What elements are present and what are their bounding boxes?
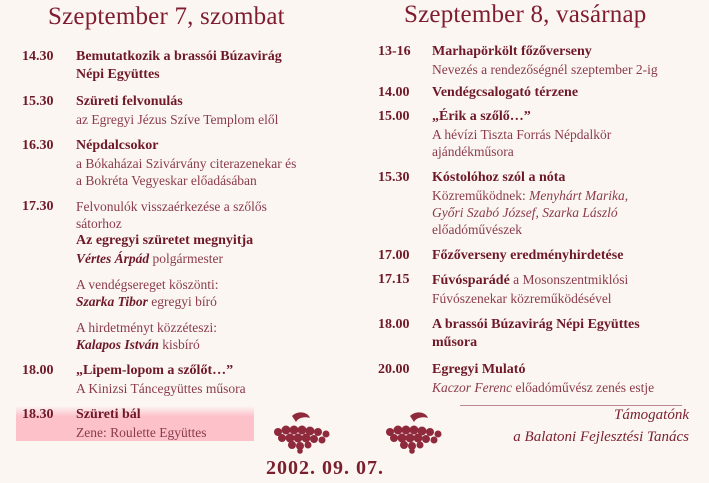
event-1430 <box>22 48 352 84</box>
event-title: „Érik a szőlő…” <box>432 109 531 124</box>
person-name: Kalapos István <box>76 337 159 352</box>
performer-name: Kaczor Ferenc <box>432 380 513 395</box>
event-description: A vendégsereget köszönti: <box>76 277 219 292</box>
performers-label: Közreműködnek: <box>432 188 530 203</box>
event-time: 20.00 <box>378 362 410 377</box>
event-description: sátorhoz <box>76 216 122 231</box>
event-2000 <box>378 361 698 396</box>
divider-line <box>460 405 682 406</box>
event-title: Vendégcsalogató térzene <box>432 85 579 100</box>
event-time: 15.00 <box>378 109 410 124</box>
event-1400 <box>378 84 698 102</box>
event-title: Szüreti felvonulás <box>76 94 183 109</box>
event-time: 18.00 <box>22 363 54 378</box>
event-time: 17.00 <box>378 248 410 263</box>
event-1715 <box>378 271 698 307</box>
event-description: előadóművész zenés estje <box>512 380 655 395</box>
person-role: egregyi bíró <box>147 294 217 309</box>
event-description: Zene: Roulette Együttes <box>76 425 207 440</box>
event-time: 14.30 <box>22 49 54 64</box>
event-title: Fúvósparádé <box>432 273 510 288</box>
event-1630 <box>22 137 352 189</box>
grape-bunch-icon <box>270 410 340 454</box>
person-name: Vértes Árpád <box>76 251 150 266</box>
event-description: Fúvószenekar közreműködésével <box>432 291 612 306</box>
event-title: Az egregyi szüretet megnyitja <box>76 233 254 248</box>
sponsor-label: Támogatónk <box>614 407 689 423</box>
person-role: kisbíró <box>158 337 200 352</box>
event-time: 16.30 <box>22 138 54 153</box>
event-1530 <box>22 93 352 128</box>
event-1800 <box>22 362 352 397</box>
event-1730 <box>22 198 352 353</box>
event-description: Nevezés a rendezőségnél szeptember 2-ig <box>432 62 658 77</box>
event-title: „Lipem-lopom a szőlőt…” <box>76 363 234 378</box>
performer-names: Győri Szabó József, Szarka László <box>432 205 618 220</box>
event-1700 <box>378 247 698 265</box>
event-description: A Kinizsi Táncegyüttes műsora <box>76 381 246 396</box>
event-title: Egregyi Mulató <box>432 362 526 377</box>
event-date: 2002. 09. 07. <box>266 457 384 479</box>
event-title-line: műsora <box>432 335 478 350</box>
event-1500 <box>378 108 698 160</box>
event-description: A hévízi Tiszta Forrás Népdalkör <box>432 127 612 142</box>
event-title-suffix: a Mosonszentmiklósi <box>509 272 629 287</box>
event-time: 13-16 <box>378 44 411 59</box>
event-description: ajándékműsora <box>432 144 514 159</box>
event-title: Kóstolóhoz szól a nóta <box>432 170 566 185</box>
event-description: A hirdetményt közzéteszi: <box>76 320 217 335</box>
event-time: 14.00 <box>378 85 410 100</box>
event-title-line: Bemutatkozik a brassói Búzavirág <box>76 49 282 64</box>
event-time: 15.30 <box>22 94 54 109</box>
event-13-16 <box>378 43 698 78</box>
event-1830 <box>16 406 254 441</box>
day-title-saturday: Szeptember 7, szombat <box>48 3 285 30</box>
event-description: az Egregyi Jézus Szíve Templom elől <box>76 112 279 127</box>
sunday-events <box>378 43 698 396</box>
event-time: 15.30 <box>378 170 410 185</box>
event-1800-sunday <box>378 316 698 352</box>
person-name: Szarka Tibor <box>76 294 148 309</box>
event-description: Felvonulók visszaérkezése a szőlős <box>76 199 267 214</box>
event-time: 17.15 <box>378 272 410 287</box>
person-role: polgármester <box>149 251 223 266</box>
saturday-events <box>22 48 352 441</box>
event-title: Szüreti bál <box>76 407 141 422</box>
event-title-line: Népi Együttes <box>76 67 160 82</box>
event-description: a Bokréta Vegyeskar előadásában <box>76 173 257 188</box>
grape-bunch-icon <box>380 410 450 454</box>
event-description: előadóművészek <box>432 222 522 237</box>
event-time: 18.30 <box>22 407 54 422</box>
event-time: 17.30 <box>22 199 54 214</box>
event-description: a Bókaházai Szivárvány citerazenekar és <box>76 156 297 171</box>
day-title-sunday: Szeptember 8, vasárnap <box>404 1 647 28</box>
event-time: 18.00 <box>378 317 410 332</box>
event-1530-sunday <box>378 169 698 238</box>
performer-names: Menyhárt Marika, <box>529 188 629 203</box>
event-title: Marhapörkölt főzőverseny <box>432 44 592 59</box>
event-title: Népdalcsokor <box>76 138 159 153</box>
event-title: Főzőverseny eredményhirdetése <box>432 248 624 263</box>
sponsor-name: a Balatoni Fejlesztési Tanács <box>513 429 689 445</box>
event-title-line: A brassói Búzavirág Népi Együttes <box>432 317 640 332</box>
